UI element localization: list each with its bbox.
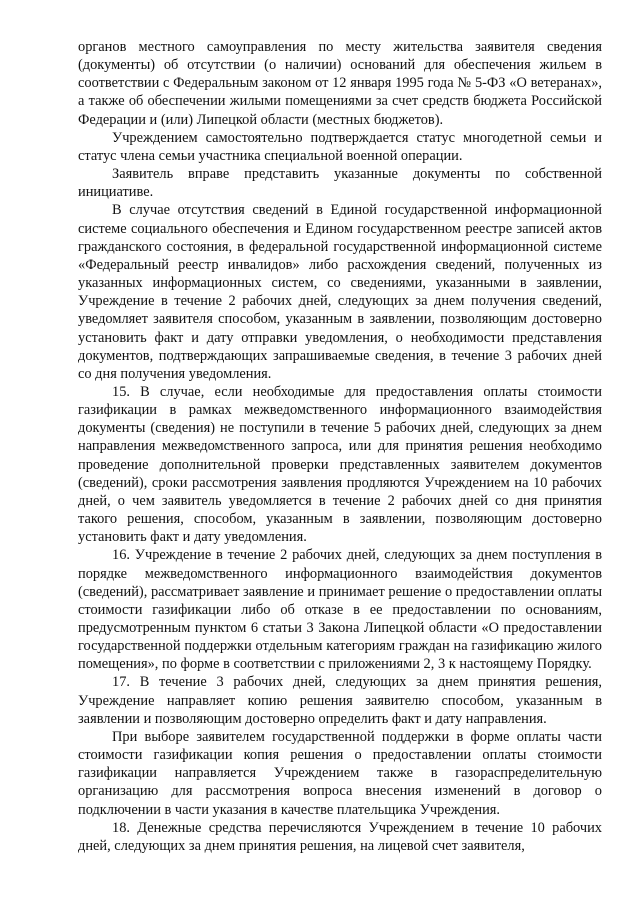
document-page	[78, 38, 602, 855]
paragraph-item-17: 17. В течение 3 рабочих дней, следующих за днем принятия решения, Учреждение направляет копию решения заявителю способом, указанным в заявлении и позволяющим достоверно определить факт и дату направления.	[78, 674, 602, 727]
paragraph-missing-records: В случае отсутствия сведений в Единой государственной информационной системе социального обеспечения и Едином государственном реестре записей актов гражданского состояния, в федеральной государственной информационной системе «Федеральный реестр инвалидов» либо расхождения сведений, полученных из указанных информационных систем, со сведениями, указанными в заявлении, Учреждение в течение 2 рабочих дней, следующих за днем получения сведений, уведомляет заявителя способом, указанным в заявлении, позволяющим достоверно установить факт и дату отправки уведомления, о необходимости представления документов, подтверждающих запрашиваемые сведения, в течение 3 рабочих дней со дня получения уведомления.	[78, 202, 602, 382]
paragraph-partial-payment: При выборе заявителем государственной поддержки в форме оплаты части стоимости газификации копия решения о предоставлении оплаты стоимости газификации направляется Учреждением также в газораспределительную организацию для рассмотрения вопроса внесения изменений в договор о подключении в части указания в качестве плательщика Учреждения.	[78, 728, 602, 818]
paragraph-family-status: Учреждением самостоятельно подтверждается статус многодетной семьи и статус члена семьи участника специальной военной операции.	[78, 129, 602, 164]
paragraph-own-initiative: Заявитель вправе представить указанные документы по собственной инициативе.	[78, 166, 602, 201]
paragraph-item-15: 15. В случае, если необходимые для предоставления оплаты стоимости газификации в рамках межведомственного информационного взаимодействия документы (сведения) не поступили в течение 5 рабочих дней, следующих за днем направления межведомственного запроса, или для принятия решения необходимо проведение дополнительной проверки представленных заявителем документов (сведений), сроки рассмотрения заявления продляются Учреждением на 10 рабочих дней, о чем заявитель уведомляется в течение 2 рабочих дней со дня принятия такого решения, способом, указанным в заявлении, позволяющим достоверно установить факт и дату уведомления.	[78, 383, 602, 546]
paragraph-item-16: 16. Учреждение в течение 2 рабочих дней, следующих за днем поступления в порядке межведомственного информационного взаимодействия документов (сведений), рассматривает заявление и принимает решение о предоставлении оплаты стоимости газификации либо об отказе в ее предоставлении по основаниям, предусмотренным пунктом 6 статьи 3 Закона Липецкой области «О предоставлении государственной поддержки отдельным категориям граждан на газификацию жилого помещения», по форме в соответствии с приложениями 2, 3 к настоящему Порядку.	[78, 547, 602, 673]
paragraph-item-18: 18. Денежные средства перечисляются Учреждением в течение 10 рабочих дней, следующих за днем принятия решения, на лицевой счет заявителя,	[78, 819, 602, 854]
paragraph-continuation: органов местного самоуправления по месту жительства заявителя сведения (документы) об отсутствии (о наличии) оснований для обеспечения жильем в соответствии с Федеральным законом от 12 января 1995 года № 5-ФЗ «О ветеранах», а также об обеспечении жилыми помещениями за счет средств бюджета Российской Федерации и (или) Липецкой области (местных бюджетов).	[78, 39, 602, 128]
